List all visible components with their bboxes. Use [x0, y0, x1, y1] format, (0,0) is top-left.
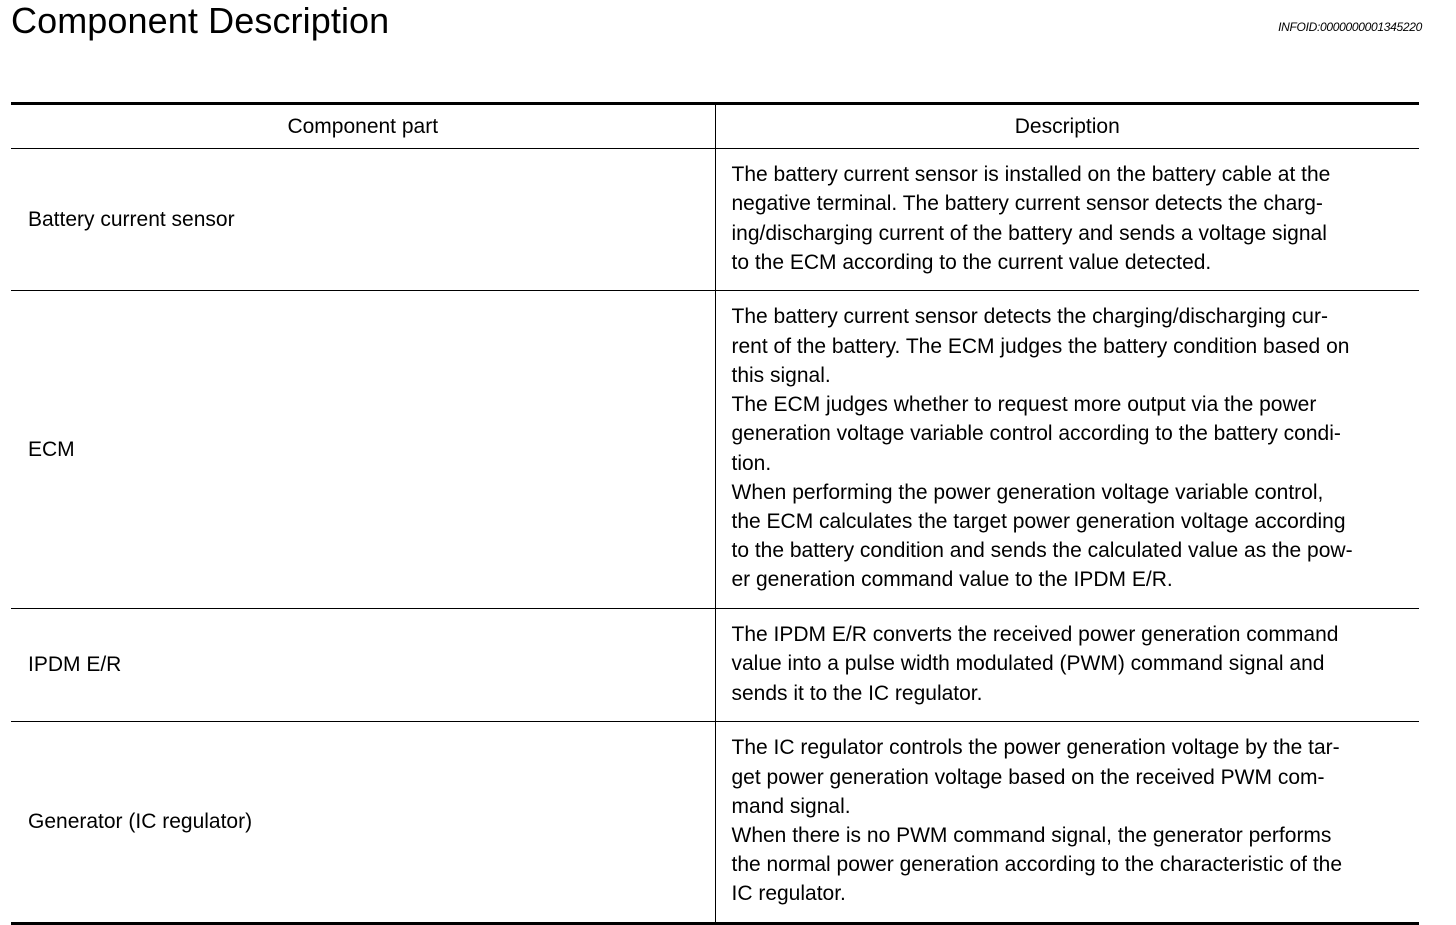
- description-line: The IC regulator controls the power generation voltage by the tar-: [731, 736, 1340, 760]
- description-line: mand signal.: [731, 794, 851, 818]
- description-line: negative terminal. The battery current sensor detects the charg-: [731, 192, 1323, 216]
- description-line: The battery current sensor detects the charging/discharging cur-: [731, 305, 1328, 329]
- description-line: tion.: [731, 451, 772, 475]
- description-line: rent of the battery. The ECM judges the battery condition based on: [731, 334, 1350, 358]
- description-cell: [715, 149, 1419, 291]
- component-table: [11, 102, 1419, 925]
- table-row: [11, 291, 1419, 609]
- description-line: this signal.: [731, 363, 831, 387]
- description-line: generation voltage variable control according to the battery condi-: [731, 422, 1341, 446]
- component-part-cell: IPDM E/R: [11, 609, 715, 722]
- component-part-cell: Generator (IC regulator): [28, 810, 253, 833]
- description-line: the normal power generation according to the characteristic of the: [731, 853, 1343, 877]
- description-cell: [715, 722, 1419, 924]
- description-cell: [715, 609, 1419, 722]
- description-line: The IPDM E/R converts the received power generation command: [731, 623, 1339, 647]
- description-line: The battery current sensor is installed on the battery cable at the: [731, 163, 1331, 187]
- table-row: [11, 722, 1419, 924]
- description-cell: [715, 291, 1419, 609]
- description-line: IC regulator.: [731, 882, 846, 906]
- component-part-cell: Battery current sensor: [11, 149, 715, 291]
- description-line: The ECM judges whether to request more output via the power: [731, 393, 1317, 417]
- page-title: Component Description: [11, 0, 390, 41]
- table-row: [11, 609, 1419, 722]
- table-row: [11, 149, 1419, 291]
- table-header-row: [11, 104, 1419, 149]
- description-line: value into a pulse width modulated (PWM) command signal and: [731, 652, 1325, 676]
- description-line: er generation command value to the IPDM E/R.: [731, 568, 1173, 592]
- description-line: When performing the power generation voltage variable control,: [731, 480, 1324, 504]
- description-line: to the ECM according to the current value detected.: [731, 250, 1212, 274]
- description-line: ing/discharging current of the battery and sends a voltage signal: [731, 221, 1327, 245]
- description-line: sends it to the IC regulator.: [731, 681, 983, 705]
- column-header-component-part: Component part: [11, 104, 715, 149]
- description-line: to the battery condition and sends the calculated value as the pow-: [731, 539, 1353, 563]
- description-line: the ECM calculates the target power generation voltage according: [731, 509, 1346, 533]
- info-id: INFOID:0000000001345220: [1278, 20, 1422, 34]
- component-part-cell: ECM: [11, 291, 715, 609]
- column-header-description: Description: [715, 104, 1419, 149]
- description-line: When there is no PWM command signal, the generator performs: [731, 824, 1332, 847]
- description-line: get power generation voltage based on the received PWM com-: [731, 765, 1325, 789]
